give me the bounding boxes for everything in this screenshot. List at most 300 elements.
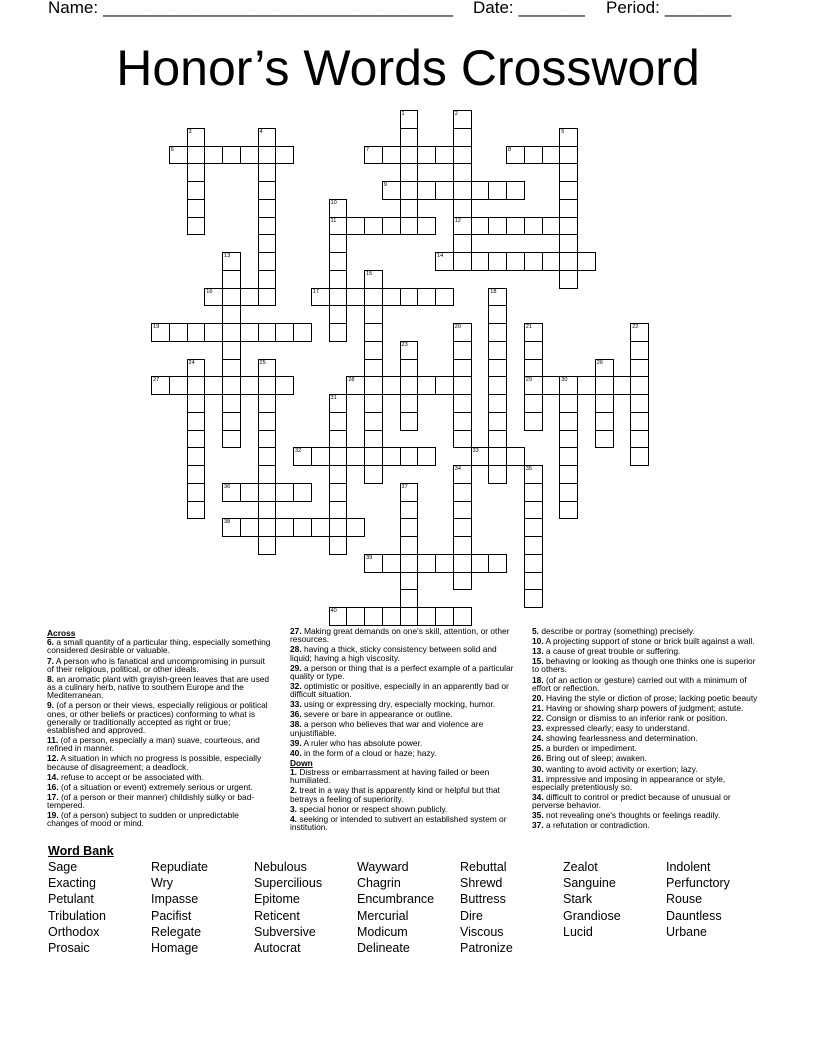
clue-number: 27. bbox=[290, 626, 302, 636]
grid-cell bbox=[187, 146, 206, 165]
clue-text: special honor or respect shown publicly. bbox=[299, 803, 448, 814]
grid-cell bbox=[630, 394, 649, 413]
grid-cell bbox=[329, 501, 348, 520]
grid-cell bbox=[364, 412, 383, 431]
grid-clue-number: 15 bbox=[366, 270, 373, 277]
clue-down-1 bbox=[290, 768, 514, 784]
grid-cell bbox=[329, 288, 348, 307]
grid-cell bbox=[453, 217, 472, 236]
grid-cell bbox=[595, 430, 614, 449]
clue-across-16 bbox=[47, 783, 271, 791]
clue-number: 6. bbox=[47, 637, 54, 648]
grid-cell bbox=[453, 110, 472, 129]
grid-cell bbox=[382, 181, 401, 200]
grid-cell bbox=[453, 359, 472, 378]
word-bank-word: Impasse bbox=[151, 892, 199, 907]
word-bank-word: Lucid bbox=[563, 924, 593, 939]
grid-cell bbox=[293, 447, 312, 466]
clue-text: A projecting support of stone or brick built against a wall. bbox=[545, 636, 755, 647]
word-bank-word: Sanguine bbox=[563, 876, 616, 891]
grid-cell bbox=[222, 323, 241, 342]
clue-across-38 bbox=[290, 720, 514, 736]
clue-down-5 bbox=[532, 627, 762, 635]
grid-cell bbox=[364, 323, 383, 342]
clue-number: 11. bbox=[47, 735, 59, 745]
grid-cell bbox=[346, 217, 365, 236]
grid-cell bbox=[400, 376, 419, 395]
grid-cell bbox=[382, 146, 401, 165]
grid-cell bbox=[417, 217, 436, 236]
grid-cell bbox=[364, 288, 383, 307]
grid-cell bbox=[595, 394, 614, 413]
clue-text: a small quantity of a particular thing, especially something considered desirable or valuable. bbox=[47, 637, 271, 656]
word-bank-column bbox=[254, 859, 357, 956]
grid-cell bbox=[453, 607, 472, 626]
clue-across-39 bbox=[290, 739, 514, 747]
grid-cell bbox=[258, 323, 277, 342]
grid-cell bbox=[187, 465, 206, 484]
grid-cell bbox=[559, 376, 578, 395]
grid-clue-number: 7 bbox=[366, 146, 370, 153]
grid-cell bbox=[595, 359, 614, 378]
clue-across-36 bbox=[290, 710, 514, 718]
clue-number: 18. bbox=[532, 674, 544, 685]
grid-cell bbox=[329, 518, 348, 537]
grid-cell bbox=[311, 518, 330, 537]
clue-number: 9. bbox=[47, 700, 54, 711]
grid-cell bbox=[400, 341, 419, 360]
across-clue-list bbox=[47, 638, 271, 827]
grid-cell bbox=[453, 501, 472, 520]
grid-cell bbox=[453, 518, 472, 537]
grid-cell bbox=[488, 217, 507, 236]
word-bank-word: Autocrat bbox=[254, 941, 301, 956]
grid-cell bbox=[329, 430, 348, 449]
clue-number: 40. bbox=[290, 747, 302, 758]
grid-cell bbox=[151, 376, 170, 395]
grid-clue-number: 25 bbox=[259, 359, 266, 366]
grid-cell bbox=[400, 572, 419, 591]
word-bank-word: Patronize bbox=[460, 941, 513, 956]
grid-cell bbox=[488, 465, 507, 484]
grid-clue-number: 5 bbox=[561, 128, 565, 135]
grid-cell bbox=[311, 288, 330, 307]
grid-cell bbox=[222, 376, 241, 395]
across-clue-list bbox=[290, 627, 514, 757]
grid-cell bbox=[240, 146, 259, 165]
clue-down-35 bbox=[532, 811, 762, 819]
clue-number: 8. bbox=[47, 673, 54, 684]
clue-across-8 bbox=[47, 675, 271, 700]
grid-cell bbox=[222, 359, 241, 378]
grid-cell bbox=[204, 376, 223, 395]
clue-number: 13. bbox=[532, 646, 544, 657]
clue-text: A ruler who has absolute power. bbox=[303, 737, 423, 748]
grid-cell bbox=[417, 447, 436, 466]
clue-text: treat in a way that is apparently kind or helpful but that betrays a feeling of superiority. bbox=[290, 785, 500, 804]
grid-clue-number: 19 bbox=[153, 324, 160, 330]
grid-cell bbox=[169, 376, 188, 395]
grid-cell bbox=[417, 607, 436, 626]
clue-text: expressed clearly; easy to understand. bbox=[545, 723, 690, 734]
word-bank-word: Wayward bbox=[357, 860, 409, 874]
grid-cell bbox=[222, 146, 241, 165]
grid-cell bbox=[524, 146, 543, 165]
grid-clue-number: 11 bbox=[330, 217, 337, 224]
grid-cell bbox=[364, 217, 383, 236]
grid-cell bbox=[275, 483, 294, 502]
grid-cell bbox=[240, 288, 259, 307]
grid-clue-number: 9 bbox=[383, 182, 387, 188]
grid-cell bbox=[524, 323, 543, 342]
clue-text: a person who believes that war and violence are unjustifiable. bbox=[290, 719, 484, 738]
down-heading: Down bbox=[290, 757, 313, 768]
clue-text: a cause of great trouble or suffering. bbox=[545, 646, 681, 657]
grid-cell bbox=[329, 536, 348, 555]
grid-cell bbox=[258, 430, 277, 449]
clue-number: 7. bbox=[47, 655, 54, 666]
word-bank-word: Wry bbox=[151, 876, 173, 891]
grid-cell bbox=[630, 447, 649, 466]
grid-cell bbox=[453, 412, 472, 431]
grid-cell bbox=[258, 252, 277, 271]
grid-cell bbox=[329, 305, 348, 324]
grid-cell bbox=[204, 146, 223, 165]
word-bank-word: Stark bbox=[563, 892, 593, 907]
grid-cell bbox=[577, 252, 596, 271]
grid-cell bbox=[382, 447, 401, 466]
grid-cell bbox=[453, 181, 472, 200]
clue-down-24 bbox=[532, 734, 762, 742]
clue-number: 23. bbox=[532, 723, 544, 734]
word-bank-word: Chagrin bbox=[357, 876, 401, 891]
clue-column bbox=[290, 627, 514, 833]
grid-cell bbox=[559, 181, 578, 200]
grid-cell bbox=[311, 447, 330, 466]
grid-clue-number: 13 bbox=[224, 253, 231, 259]
grid-cell bbox=[258, 376, 277, 395]
grid-cell bbox=[364, 430, 383, 449]
grid-cell bbox=[577, 376, 596, 395]
clue-across-27 bbox=[290, 627, 514, 643]
grid-cell bbox=[542, 146, 561, 165]
grid-cell bbox=[453, 465, 472, 484]
clue-text: Making great demands on one's skill, attention, or other resources. bbox=[290, 626, 510, 645]
clue-across-40 bbox=[290, 749, 514, 757]
grid-cell bbox=[169, 323, 188, 342]
clue-down-31 bbox=[532, 775, 762, 791]
clue-down-15 bbox=[532, 657, 762, 673]
word-bank-heading: Word Bank bbox=[48, 844, 114, 858]
grid-cell bbox=[471, 252, 490, 271]
page-title: Honor’s Words Crossword bbox=[116, 40, 700, 96]
clue-down-18 bbox=[532, 676, 762, 692]
grid-cell bbox=[524, 483, 543, 502]
grid-cell bbox=[222, 483, 241, 502]
grid-clue-number: 14 bbox=[437, 253, 444, 259]
grid-cell bbox=[187, 430, 206, 449]
grid-clue-number: 38 bbox=[224, 519, 231, 526]
grid-cell bbox=[240, 518, 259, 537]
grid-cell bbox=[630, 412, 649, 431]
grid-clue-number: 29 bbox=[525, 377, 532, 384]
clue-number: 1. bbox=[290, 767, 297, 778]
grid-cell bbox=[630, 341, 649, 360]
grid-cell bbox=[329, 412, 348, 431]
clue-number: 30. bbox=[532, 763, 544, 774]
clue-down-2 bbox=[290, 786, 514, 802]
grid-cell bbox=[222, 518, 241, 537]
grid-cell bbox=[488, 305, 507, 324]
word-bank-word: Rouse bbox=[666, 892, 703, 907]
date-field bbox=[473, 0, 585, 18]
grid-cell bbox=[453, 483, 472, 502]
clue-number: 10. bbox=[532, 636, 544, 647]
grid-clue-number: 17 bbox=[312, 288, 319, 295]
grid-cell bbox=[488, 288, 507, 307]
grid-cell bbox=[524, 518, 543, 537]
word-bank-word: Tribulation bbox=[48, 908, 106, 923]
grid-cell bbox=[435, 146, 454, 165]
clue-number: 15. bbox=[532, 656, 544, 667]
grid-cell bbox=[471, 554, 490, 573]
clue-text: difficult to control or predict because of unusual or perverse behavior. bbox=[532, 791, 731, 811]
grid-cell bbox=[187, 394, 206, 413]
clue-down-3 bbox=[290, 805, 514, 813]
grid-cell bbox=[400, 110, 419, 129]
grid-cell bbox=[258, 128, 277, 147]
grid-cell bbox=[364, 465, 383, 484]
date-blank: _______ bbox=[518, 0, 585, 17]
grid-cell bbox=[364, 270, 383, 289]
clue-text: optimistic or positive, especially in an apparently bad or difficult situation. bbox=[290, 680, 509, 700]
grid-clue-number: 3 bbox=[188, 128, 192, 135]
grid-cell bbox=[524, 465, 543, 484]
grid-cell bbox=[524, 341, 543, 360]
grid-clue-number: 27 bbox=[153, 377, 160, 384]
clue-number: 12. bbox=[47, 753, 59, 764]
word-bank-word: Exacting bbox=[48, 876, 96, 891]
grid-cell bbox=[329, 394, 348, 413]
grid-cell bbox=[453, 572, 472, 591]
grid-cell bbox=[222, 341, 241, 360]
clue-number: 21. bbox=[532, 702, 544, 713]
grid-cell bbox=[329, 270, 348, 289]
grid-cell bbox=[364, 554, 383, 573]
grid-cell bbox=[275, 376, 294, 395]
grid-cell bbox=[559, 412, 578, 431]
grid-cell bbox=[364, 394, 383, 413]
grid-cell bbox=[329, 607, 348, 626]
grid-cell bbox=[488, 181, 507, 200]
grid-cell bbox=[524, 359, 543, 378]
clue-across-19 bbox=[47, 811, 271, 827]
clue-number: 5. bbox=[532, 626, 539, 636]
grid-cell bbox=[453, 163, 472, 182]
grid-cell bbox=[524, 217, 543, 236]
grid-cell bbox=[453, 341, 472, 360]
grid-cell bbox=[559, 217, 578, 236]
word-bank-word: Homage bbox=[151, 941, 199, 956]
grid-cell bbox=[524, 572, 543, 591]
grid-cell bbox=[488, 394, 507, 413]
grid-cell bbox=[293, 483, 312, 502]
clue-down-22 bbox=[532, 714, 762, 722]
grid-cell bbox=[329, 447, 348, 466]
clue-text: describe or portray (something) precisely. bbox=[541, 626, 695, 636]
down-clue-list bbox=[532, 627, 762, 830]
grid-cell bbox=[400, 359, 419, 378]
word-bank-word: Repudiate bbox=[151, 860, 208, 874]
grid-cell bbox=[258, 518, 277, 537]
grid-clue-number: 30 bbox=[561, 377, 568, 384]
grid-cell bbox=[187, 412, 206, 431]
grid-cell bbox=[559, 447, 578, 466]
grid-cell bbox=[222, 270, 241, 289]
word-bank-word: Shrewd bbox=[460, 876, 503, 891]
word-bank-word: Dauntless bbox=[666, 908, 722, 923]
grid-cell bbox=[506, 181, 525, 200]
clue-number: 17. bbox=[47, 791, 59, 802]
grid-cell bbox=[275, 323, 294, 342]
grid-clue-number: 21 bbox=[525, 324, 532, 330]
grid-clue-number: 4 bbox=[259, 128, 263, 135]
clue-number: 22. bbox=[532, 713, 544, 724]
grid-cell bbox=[346, 376, 365, 395]
clue-text: not revealing one's thoughts or feelings readily. bbox=[545, 810, 721, 821]
clue-text: a refutation or contradiction. bbox=[545, 820, 650, 831]
grid-cell bbox=[488, 554, 507, 573]
grid-clue-number: 10 bbox=[330, 199, 337, 206]
grid-cell bbox=[435, 607, 454, 626]
clue-number: 16. bbox=[47, 781, 59, 792]
grid-cell bbox=[506, 146, 525, 165]
grid-cell bbox=[364, 607, 383, 626]
word-bank-word: Mercurial bbox=[357, 908, 409, 923]
grid-cell bbox=[630, 359, 649, 378]
clue-text: wanting to avoid activity or exertion; lazy. bbox=[545, 763, 698, 774]
grid-cell bbox=[400, 146, 419, 165]
clue-column bbox=[532, 627, 762, 831]
clue-across-28 bbox=[290, 645, 514, 661]
grid-cell bbox=[595, 376, 614, 395]
name-blank: _____________________________________ bbox=[103, 0, 453, 17]
grid-cell bbox=[258, 447, 277, 466]
grid-cell bbox=[258, 181, 277, 200]
grid-clue-number: 36 bbox=[224, 483, 231, 490]
grid-cell bbox=[222, 394, 241, 413]
clue-text: Consign or dismiss to an inferior rank or position. bbox=[545, 713, 728, 724]
clue-text: (of a person or their manner) childishly sulky or bad-tempered. bbox=[47, 791, 255, 810]
clue-down-13 bbox=[532, 647, 762, 655]
grid-cell bbox=[559, 430, 578, 449]
grid-cell bbox=[400, 518, 419, 537]
word-bank-word: Buttress bbox=[460, 892, 506, 907]
grid-clue-number: 22 bbox=[632, 324, 639, 330]
grid-cell bbox=[559, 234, 578, 253]
grid-cell bbox=[382, 217, 401, 236]
clue-across-6 bbox=[47, 638, 271, 654]
grid-cell bbox=[382, 288, 401, 307]
grid-cell bbox=[258, 536, 277, 555]
grid-cell bbox=[524, 589, 543, 608]
grid-clue-number: 24 bbox=[188, 359, 195, 366]
clue-number: 37. bbox=[532, 820, 544, 831]
grid-cell bbox=[453, 128, 472, 147]
grid-cell bbox=[187, 199, 206, 218]
clue-number: 4. bbox=[290, 813, 297, 824]
grid-cell bbox=[204, 288, 223, 307]
grid-cell bbox=[488, 252, 507, 271]
grid-cell bbox=[542, 252, 561, 271]
grid-cell bbox=[382, 607, 401, 626]
grid-cell bbox=[258, 465, 277, 484]
grid-cell bbox=[400, 536, 419, 555]
clue-text: (of a situation or event) extremely serious or urgent. bbox=[60, 781, 253, 792]
grid-cell bbox=[222, 430, 241, 449]
clue-down-25 bbox=[532, 744, 762, 752]
grid-clue-number: 31 bbox=[330, 395, 337, 401]
clue-down-23 bbox=[532, 724, 762, 732]
grid-cell bbox=[151, 323, 170, 342]
grid-cell bbox=[453, 252, 472, 271]
clue-text: showing fearlessness and determination. bbox=[545, 733, 698, 744]
name-label: Name: bbox=[48, 0, 99, 17]
clue-down-4 bbox=[290, 815, 514, 831]
grid-cell bbox=[187, 447, 206, 466]
grid-cell bbox=[222, 252, 241, 271]
grid-cell bbox=[506, 252, 525, 271]
grid-cell bbox=[559, 501, 578, 520]
grid-clue-number: 2 bbox=[454, 111, 458, 117]
word-bank-word: Perfunctory bbox=[666, 876, 730, 891]
grid-cell bbox=[524, 252, 543, 271]
grid-cell bbox=[453, 536, 472, 555]
grid-clue-number: 35 bbox=[525, 466, 532, 472]
clue-text: A person who is fanatical and uncompromising in pursuit of their religious, political, or other ideals. bbox=[47, 655, 265, 674]
grid-clue-number: 26 bbox=[596, 359, 603, 366]
clue-text: A situation in which no progress is possible, especially because of disagreement; a deadlock. bbox=[47, 753, 262, 772]
clue-across-9 bbox=[47, 701, 271, 734]
clue-number: 14. bbox=[47, 771, 59, 782]
name-field bbox=[48, 0, 453, 18]
grid-cell bbox=[488, 341, 507, 360]
clue-text: Distress or embarrassment at having failed or been humiliated. bbox=[290, 767, 490, 786]
clue-number: 2. bbox=[290, 785, 297, 796]
grid-cell bbox=[630, 376, 649, 395]
clue-down-37 bbox=[532, 821, 762, 829]
clue-down-34 bbox=[532, 793, 762, 809]
word-bank-word: Nebulous bbox=[254, 860, 307, 874]
grid-cell bbox=[453, 323, 472, 342]
grid-cell bbox=[400, 554, 419, 573]
clue-number: 32. bbox=[290, 680, 302, 691]
grid-clue-number: 16 bbox=[206, 288, 213, 295]
clue-across-29 bbox=[290, 664, 514, 680]
word-bank-word: Petulant bbox=[48, 892, 94, 907]
clue-text: an aromatic plant with grayish-green leaves that are used as a culinary herb, native to southern Europe and the Mediterranean. bbox=[47, 673, 270, 701]
clue-text: a burden or impediment. bbox=[545, 743, 637, 754]
grid-cell bbox=[258, 501, 277, 520]
grid-cell bbox=[453, 554, 472, 573]
clue-text: having a thick, sticky consistency between solid and liquid; having a high viscosity. bbox=[290, 644, 497, 663]
grid-cell bbox=[453, 199, 472, 218]
grid-cell bbox=[382, 554, 401, 573]
grid-cell bbox=[400, 163, 419, 182]
word-bank-word: Urbane bbox=[666, 924, 707, 939]
grid-cell bbox=[559, 128, 578, 147]
grid-cell bbox=[346, 607, 365, 626]
